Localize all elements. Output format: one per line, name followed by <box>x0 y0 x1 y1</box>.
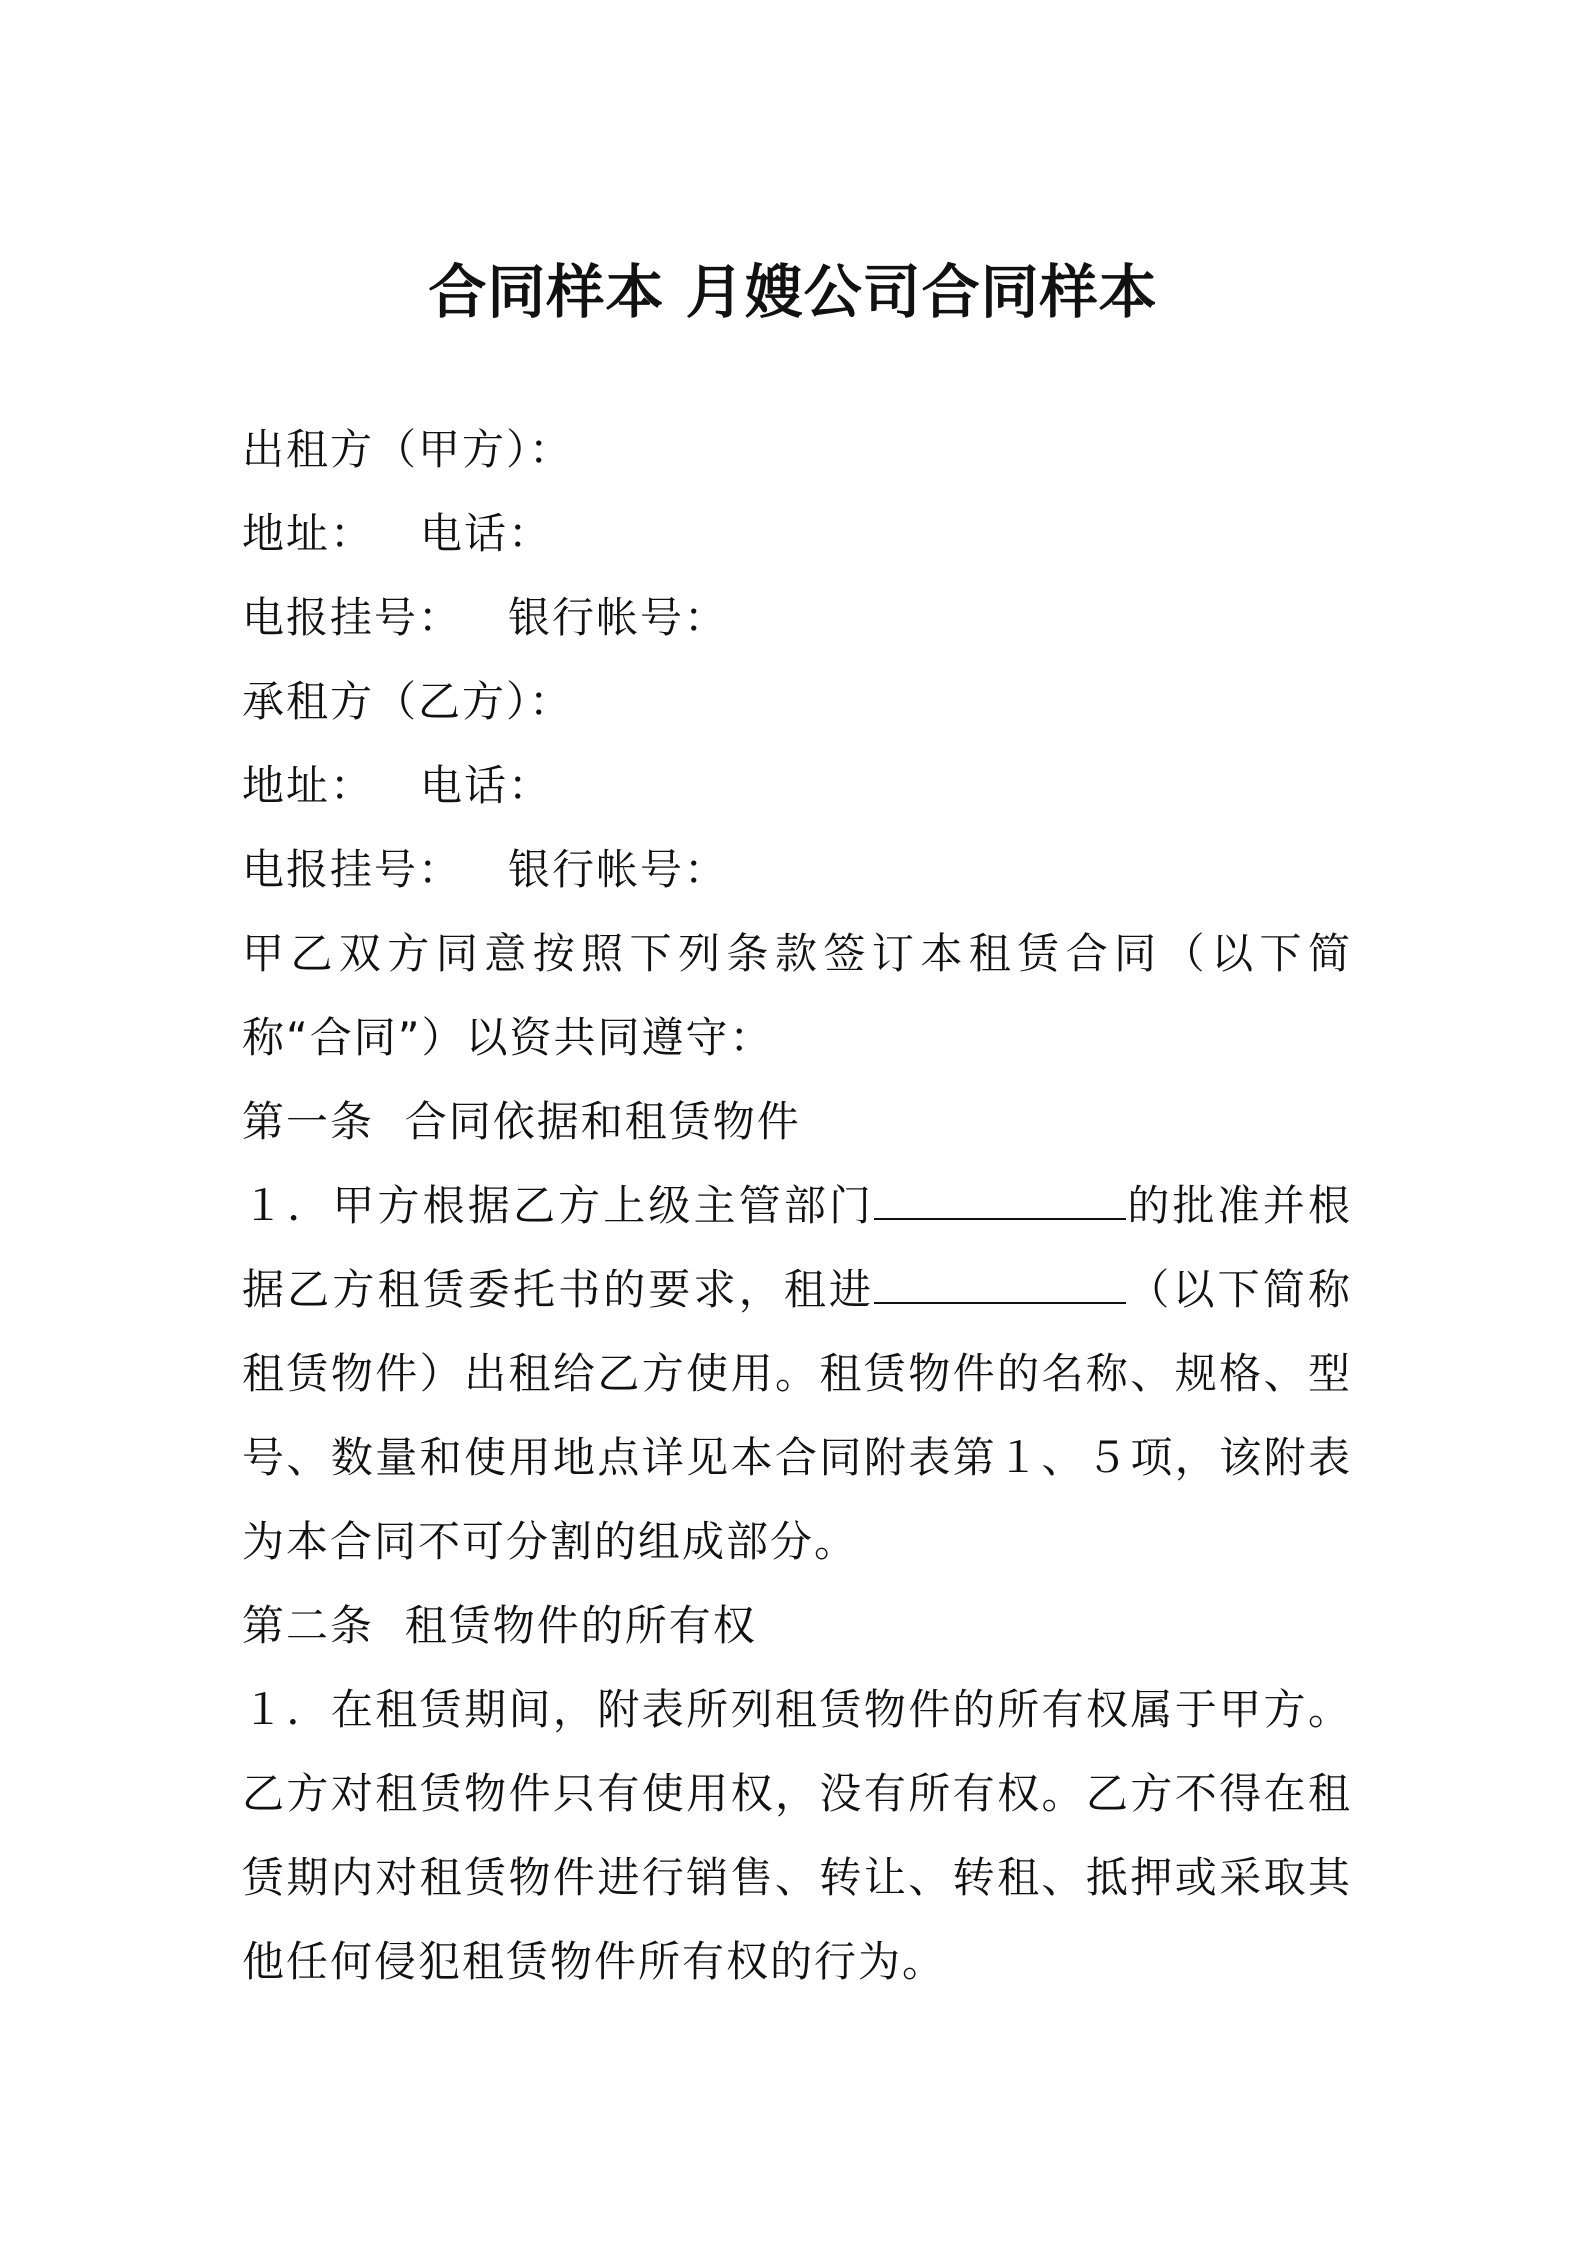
article-1-title: 第一条 合同依据和租赁物件 <box>242 1097 801 1146</box>
article-1-clause-1 <box>242 1164 1352 1584</box>
document-title: 合同样本 月嫂公司合同样本 <box>428 258 1158 326</box>
lessor-address-phone: 地址： 电话： <box>242 509 553 558</box>
intro-paragraph: 甲乙双方同意按照下列条款签订本租赁合同（以下简称“合同”）以资共同遵守： <box>242 929 1352 1062</box>
lessee-address-phone: 地址： 电话： <box>242 761 553 810</box>
lessee-telegraph-bank: 电报挂号： 银行帐号： <box>242 845 729 894</box>
document-body <box>242 408 1352 2004</box>
lessor-telegraph-bank: 电报挂号： 银行帐号： <box>242 593 729 642</box>
article-1-clause-1-part-c: （以下简称租赁物件）出租给乙方使用。租赁物件的名称、规格、型号、数量和使用地点详见本合同附表第１、５项，该附表为本合同不可分割的组成部分。 <box>242 1265 1352 1566</box>
article-2-title: 第二条 租赁物件的所有权 <box>242 1601 757 1650</box>
blank-field-authority <box>874 1184 1126 1220</box>
blank-field-leased-item <box>874 1268 1126 1304</box>
article-1-clause-1-part-b: 的批准并根据乙方租赁委托书的要求，租进 <box>242 1181 1352 1314</box>
lessor-heading: 出租方（甲方）： <box>242 425 574 474</box>
article-1-clause-1-part-a: １．甲方根据乙方上级主管部门 <box>242 1181 875 1230</box>
article-2-clause-1: １．在租赁期间，附表所列租赁物件的所有权属于甲方。乙方对租赁物件只有使用权，没有所有权。乙方不得在租赁期内对租赁物件进行销售、转让、转租、抵押或采取其他任何侵犯租赁物件所有权的行为。 <box>242 1685 1352 1986</box>
lessee-heading: 承租方（乙方）： <box>242 677 574 726</box>
